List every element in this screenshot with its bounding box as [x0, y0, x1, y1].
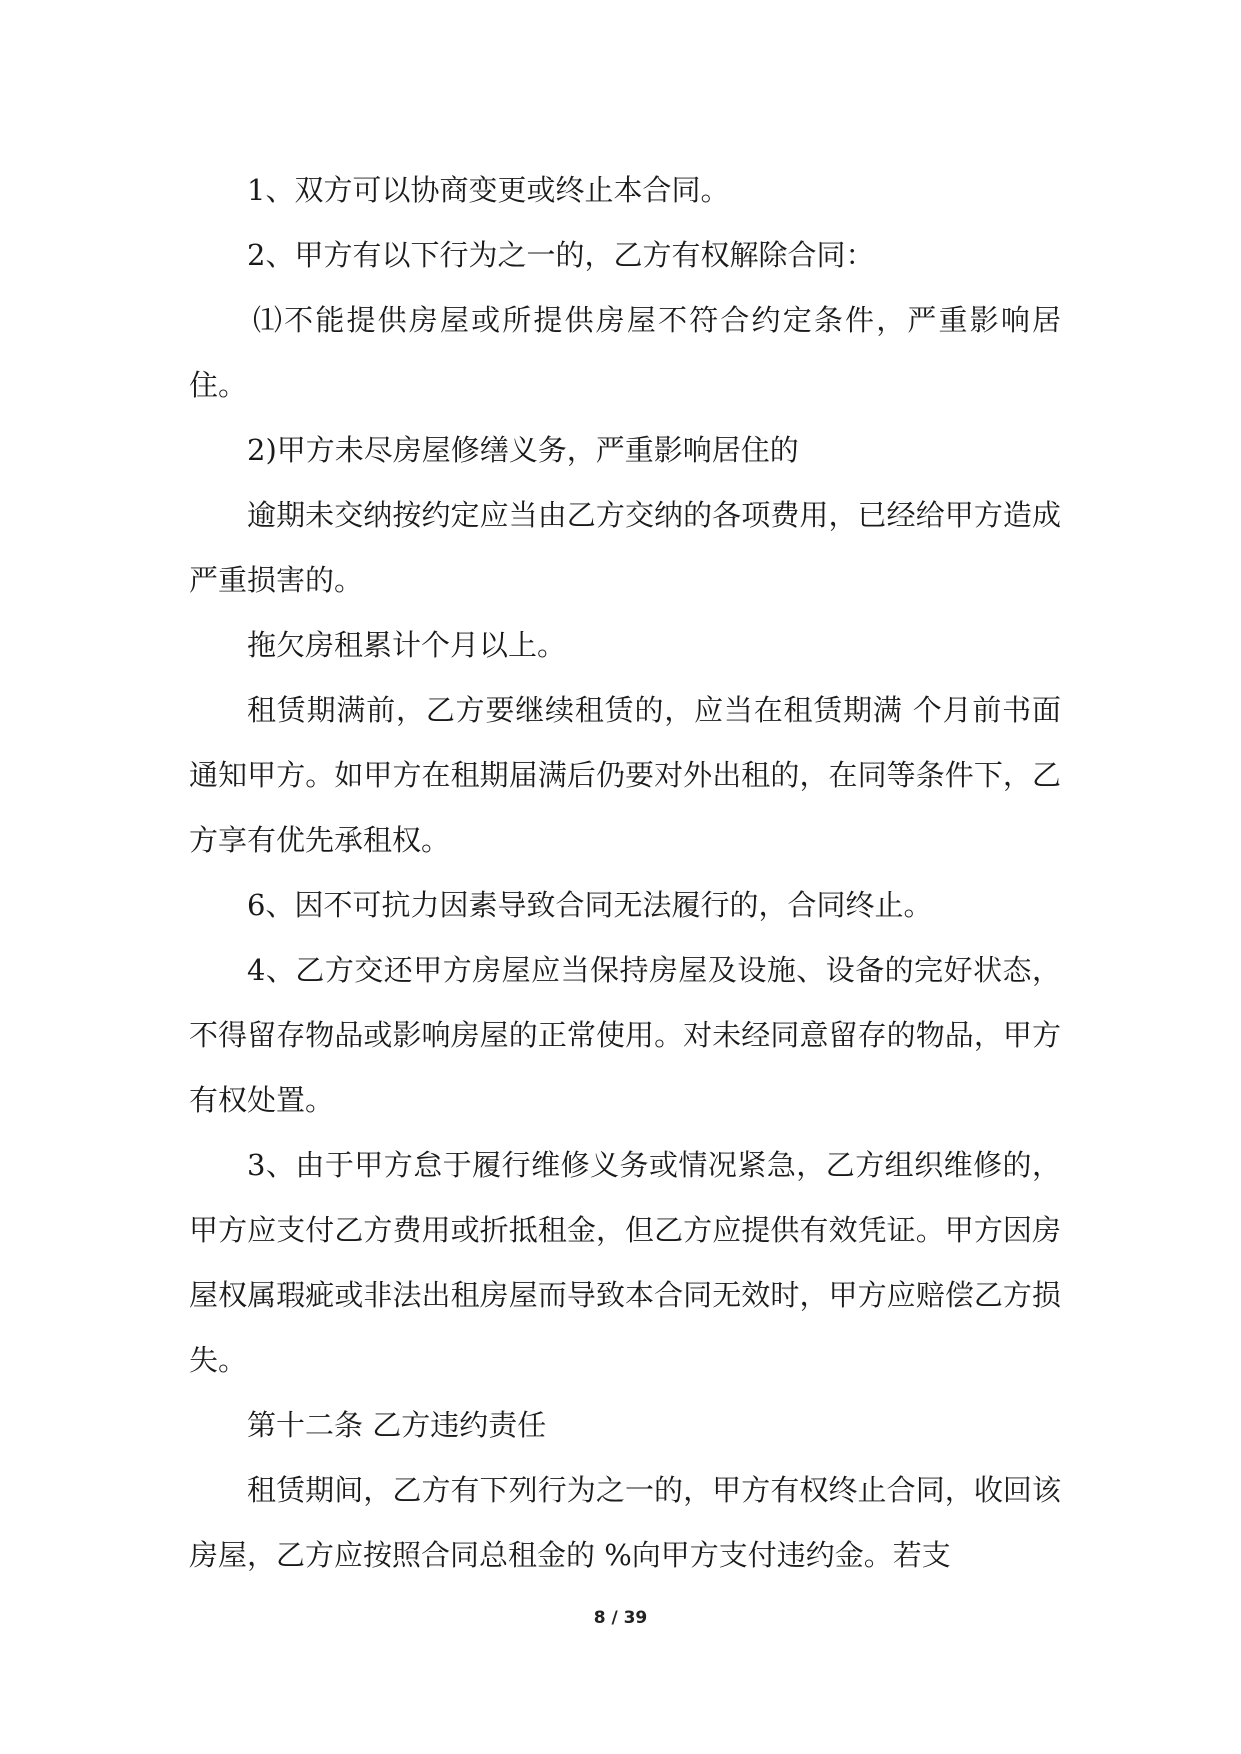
paragraph-clause-6: 6、因不可抗力因素导致合同无法履行的，合同终止。: [247, 888, 933, 922]
document-body: [189, 158, 1061, 1588]
paragraph-tenant-breach: 租赁期间，乙方有下列行为之一的，甲方有权终止合同，收回该房屋，乙方应按照合同总租金的 %向甲方支付违约金。若支: [189, 1473, 1061, 1572]
paragraph-item-1: ⑴不能提供房屋或所提供房屋不符合约定条件，严重影响居住。: [189, 303, 1061, 402]
paragraph-item-2: 2)甲方未尽房屋修缮义务，严重影响居住的: [247, 433, 799, 467]
section-heading-article-12: 第十二条 乙方违约责任: [247, 1408, 547, 1442]
paragraph-lease-renewal: 租赁期满前，乙方要继续租赁的，应当在租赁期满 个月前书面通知甲方。如甲方在租期届满后仍要对外出租的，在同等条件下，乙方享有优先承租权。: [189, 693, 1061, 857]
paragraph-rent-arrears: 拖欠房租累计个月以上。: [247, 628, 567, 662]
paragraph-overdue-fees: 逾期未交纳按约定应当由乙方交纳的各项费用，已经给甲方造成严重损害的。: [189, 498, 1061, 597]
page-number: 8 / 39: [593, 1608, 648, 1628]
paragraph-clause-1: 1、双方可以协商变更或终止本合同。: [247, 173, 730, 207]
paragraph-clause-3: 3、由于甲方怠于履行维修义务或情况紧急，乙方组织维修的，甲方应支付乙方费用或折抵租金，但乙方应提供有效凭证。甲方因房屋权属瑕疵或非法出租房屋而导致本合同无效时，甲方应赔偿乙方损失。: [189, 1148, 1061, 1377]
paragraph-clause-2: 2、甲方有以下行为之一的，乙方有权解除合同：: [247, 238, 875, 272]
paragraph-clause-4: 4、乙方交还甲方房屋应当保持房屋及设施、设备的完好状态，不得留存物品或影响房屋的正常使用。对未经同意留存的物品，甲方有权处置。: [189, 953, 1061, 1117]
